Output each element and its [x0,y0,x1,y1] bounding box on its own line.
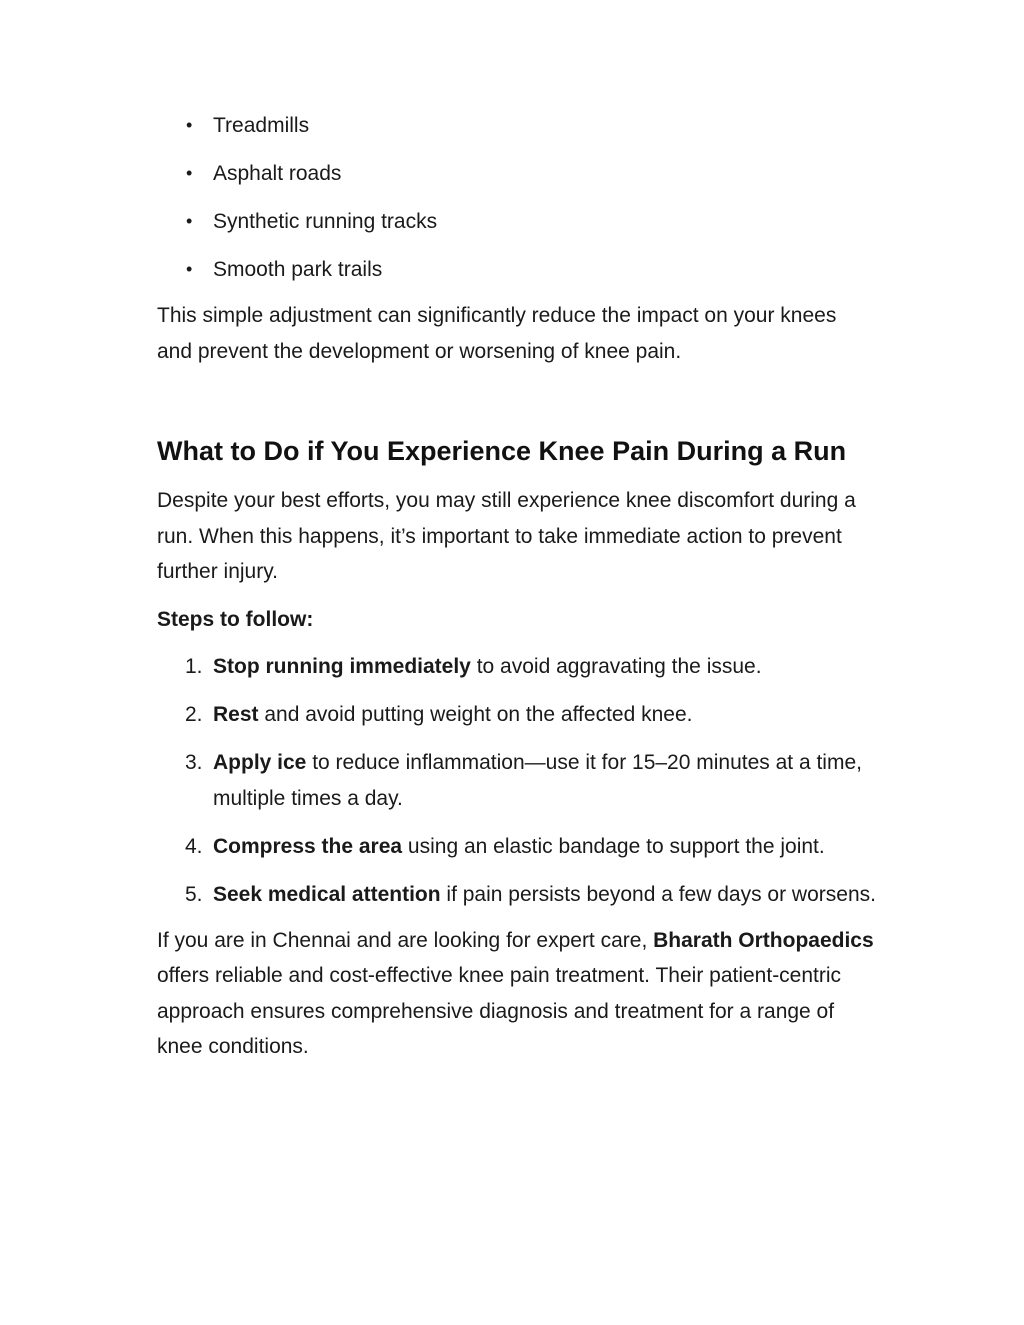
step-text: to reduce inflammation—use it for 15–20 minutes at a time, multiple times a day. [213,751,862,810]
step-bold-text: Seek medical attention [213,882,441,906]
step-item [157,649,877,685]
closing-text-before: If you are in Chennai and are looking for expert care, [157,928,654,952]
step-item [157,697,877,733]
bullet-icon: • [186,115,193,135]
step-item [157,877,877,913]
intro-paragraph: This simple adjustment can significantly reduce the impact on your knees and prevent the development or worsening of knee pain. [157,304,837,363]
list-item-text: Treadmills [213,114,310,137]
list-item-text: Synthetic running tracks [213,210,438,233]
bullet-icon: • [186,259,193,279]
step-bold-text: Compress the area [213,834,403,858]
list-item [157,252,877,288]
steps-label: Steps to follow: [157,607,314,631]
bullet-icon: • [186,163,193,183]
step-number: 5. [185,882,203,906]
list-item [157,156,877,192]
step-number: 2. [185,703,203,726]
step-text: and avoid putting weight on the affected knee. [258,703,693,726]
list-item-text: Smooth park trails [213,258,383,281]
step-number: 4. [185,834,203,858]
step-number: 3. [185,751,203,774]
clinic-name: Bharath Orthopaedics [653,928,874,952]
list-item [157,108,877,144]
document-page [157,108,877,1077]
step-item [157,745,877,816]
list-item [157,204,877,240]
closing-text-after: offers reliable and cost-effective knee pain treatment. Their patient-centric approach ensures comprehensive diagnosis and treatment for a range of knee conditions. [157,964,842,1058]
steps-list [157,649,877,912]
step-bold-text: Rest [213,703,259,726]
step-text: to avoid aggravating the issue. [470,655,762,678]
section-heading: What to Do if You Experience Knee Pain During a Run [157,436,847,466]
list-item-text: Asphalt roads [213,162,342,185]
step-number: 1. [185,655,203,678]
step-text: using an elastic bandage to support the joint. [402,834,825,858]
step-text: if pain persists beyond a few days or worsens. [440,882,876,906]
step-bold-text: Apply ice [213,751,307,774]
step-item [157,829,877,865]
step-bold-text: Stop running immediately [213,655,471,678]
section-paragraph: Despite your best efforts, you may still experience knee discomfort during a run. When this happens, it’s important to take immediate action to prevent further injury. [157,489,856,583]
bullet-icon: • [186,211,193,231]
closing-paragraph [157,923,877,1065]
surface-list [157,108,877,288]
